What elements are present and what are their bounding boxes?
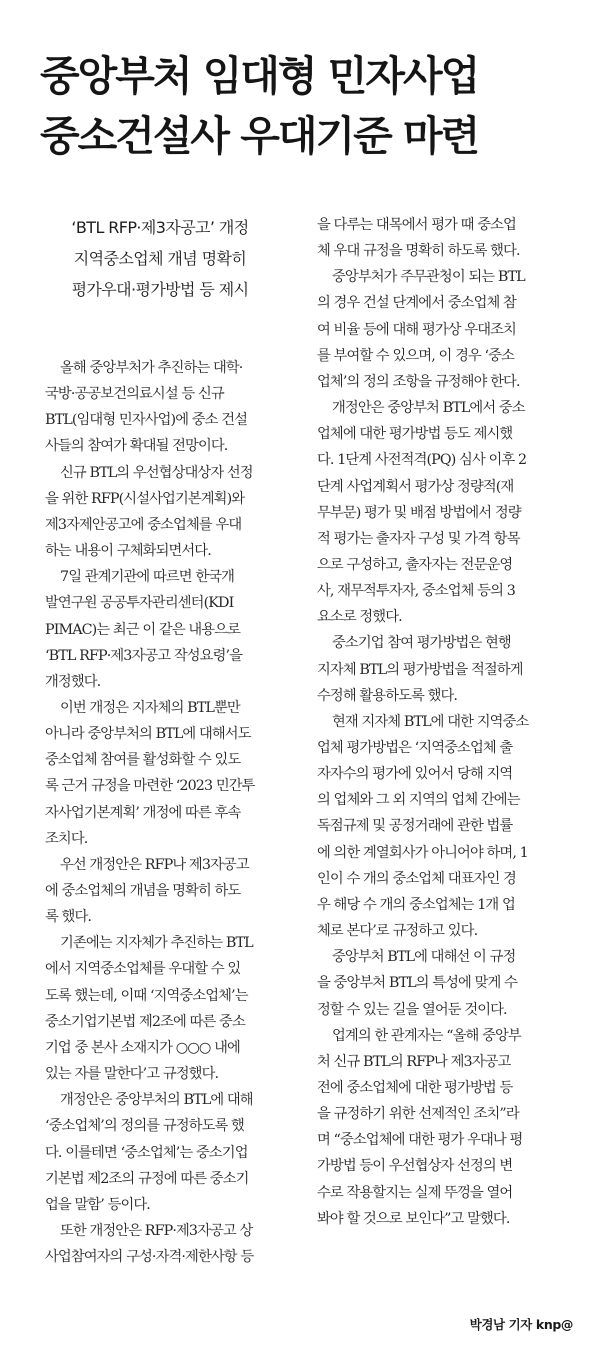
body-text-line: 개정했다. <box>45 673 101 690</box>
body-text-line: 개정안은 중앙부처의 BTL에 대해 <box>60 1092 253 1109</box>
body-text-line: 업을 말함’ 등이다. <box>45 1196 150 1213</box>
body-text-line: 제3자제안공고에 중소업체를 우대 <box>45 516 242 533</box>
body-text-line: 아니라 중앙부처의 BTL에 대해서도 <box>45 726 251 743</box>
body-text-line: 인이 수 개의 중소업체 대표자인 경 <box>317 870 516 887</box>
body-text-line: 가방법 등이 우선협상자 선정의 변 <box>317 1158 513 1175</box>
body-text-line: 체 우대 규정을 명확히 하도록 했다. <box>317 243 520 260</box>
body-text-line: 록 했다. <box>45 909 92 926</box>
body-text-line: 록 근거 규정을 마련한 ‘2023 민간투 <box>45 778 255 795</box>
body-text-line: 체로 본다’로 규정하고 있다. <box>317 923 478 939</box>
body-text-line: 처 신규 BTL의 RFP나 제3자공고 <box>317 1053 511 1070</box>
body-text-line: 우 해당 수 개의 중소업체는 1개 업 <box>317 896 515 913</box>
body-text-line: 에서 지역중소업체를 우대할 수 있 <box>45 961 241 978</box>
body-text-line: 이번 개정은 지자체의 BTL뿐만 <box>60 700 240 716</box>
body-text-line: 국방·공공보건의료시설 등 신규 <box>45 386 224 403</box>
body-text-line: 며 “중소업체에 대한 평가 우대나 평 <box>317 1132 523 1149</box>
body-text-line: 수로 작용할지는 실제 뚜껑을 열어 <box>317 1184 513 1201</box>
body-text-line: 적 평가는 출자자 구성 및 가격 항목 <box>317 530 520 547</box>
body-text-line: 중소기업 참여 평가방법은 현행 <box>332 635 511 652</box>
body-text-line: 중소업체 참여를 활성화할 수 있도 <box>45 752 241 769</box>
body-text-line: 수정해 활용하도록 했다. <box>317 687 458 704</box>
body-text-line: 발연구원 공공투자관리센터(KDI <box>45 595 234 612</box>
body-text-line: 자자수의 평가에 있어서 당해 지역 <box>317 766 513 783</box>
body-text-line: 을 다루는 대목에서 평가 때 중소업 <box>317 217 516 233</box>
body-text-line: 기존에는 지자체가 추진하는 BTL <box>60 935 253 952</box>
body-text-line: 정할 수 있는 길을 열어둔 것이다. <box>317 1001 507 1018</box>
body-text-line: 중앙부처 BTL에 대해선 이 규정 <box>332 949 516 966</box>
body-text-line: 을 중앙부처 BTL의 특성에 맞게 수 <box>317 975 517 992</box>
body-text-line: 기본법 제2조의 규정에 따른 중소기 <box>45 1170 249 1187</box>
body-text-line: 중소기업기본법 제2조에 따른 중소 <box>45 1013 245 1030</box>
body-text-line: 지자체 BTL의 평가방법을 적절하게 <box>317 661 523 678</box>
headline-line-2: 중소건설사 우대기준 마련 <box>40 112 479 160</box>
body-text-line: 사, 재무적투자자, 중소업체 등의 3 <box>317 583 515 600</box>
body-text-line: 업체에 대한 평가방법 등도 제시했 <box>317 426 513 443</box>
body-text-line: 을 위한 RFP(시설사업기본계획)와 <box>45 490 245 507</box>
body-text-line: 자사업기본계획’ 개정에 따른 후속 <box>45 804 241 821</box>
body-text-line: 현재 지자체 BTL에 대한 지역중소 <box>332 713 529 730</box>
body-text-line: 조치다. <box>45 830 88 847</box>
body-text-line: 사업참여자의 구성·자격·제한사항 등 <box>45 1249 254 1266</box>
byline: 박경남 기자 knp@ <box>469 1317 573 1332</box>
body-text-line: 요소로 정했다. <box>317 609 402 626</box>
body-text-line: 전에 중소업체에 대한 평가방법 등 <box>317 1079 513 1096</box>
body-text-line: 를 부여할 수 있으며, 이 경우 ‘중소 <box>317 347 514 364</box>
body-text-line: 으로 구성하고, 출자자는 전문운영 <box>317 557 513 573</box>
body-text-line: 단계 사업계획서 평가상 정량적(재 <box>317 478 514 495</box>
body-text-line: 무부문) 평가 및 배점 방법에서 정량 <box>317 504 521 521</box>
body-text-line: 올해 중앙부처가 추진하는 대학· <box>60 360 243 376</box>
body-text-line: 업체 평가방법은 ‘지역중소업체 출 <box>317 740 513 756</box>
body-text-line: 에 의한 계열회사가 아니어야 하며, 1 <box>317 844 528 861</box>
body-text-line: 중앙부처가 주무관청이 되는 BTL <box>332 269 525 286</box>
body-text-line: 또한 개정안은 RFP·제3자공고 상 <box>60 1222 253 1239</box>
body-text-line: 사들의 참여가 확대될 전망이다. <box>45 438 228 455</box>
subheadline-line: 평가우대·평가방법 등 제시 <box>71 280 249 299</box>
body-text-line: 개정안은 중앙부처 BTL에서 중소 <box>332 400 525 416</box>
body-text-line: ‘중소업체’의 정의를 규정하도록 했 <box>45 1118 244 1135</box>
body-text-line: 다. 이를테면 ‘중소업체’는 중소기업 <box>45 1144 248 1161</box>
body-text-line: 기업 중 본사 소재지가 ○○○ 내에 <box>45 1039 240 1056</box>
body-text-line: 에 중소업체의 개념을 명확히 하도 <box>45 883 241 899</box>
body-text-line: PIMAC)는 최근 이 같은 내용으로 <box>45 621 241 638</box>
body-text-line: 의 경우 건설 단계에서 중소업체 참 <box>317 295 516 312</box>
body-text-line: 있는 자를 말한다’고 규정했다. <box>45 1066 219 1082</box>
body-text-line: 의 업체와 그 외 지역의 업체 간에는 <box>317 792 520 809</box>
body-text-line: 하는 내용이 구체화되면서다. <box>45 543 211 559</box>
body-text-line: 독점규제 및 공정거래에 관한 법률 <box>317 818 513 835</box>
body-text-line: 다. 1단계 사전적격(PQ) 심사 이후 2 <box>317 452 527 469</box>
body-text-line: BTL(임대형 민자사업)에 중소 건설 <box>45 412 248 429</box>
body-text-line: 우선 개정안은 RFP나 제3자공고 <box>60 856 249 873</box>
subheadline-line: 지역중소업체 개념 명확히 <box>73 249 247 268</box>
body-text-line: 업체’의 정의 조항을 규정해야 한다. <box>317 373 520 390</box>
body-text-line: 봐야 할 것으로 보인다”고 말했다. <box>317 1210 510 1227</box>
body-text-line: ‘BTL RFP·제3자공고 작성요령’을 <box>45 647 243 664</box>
body-text-line: 여 비율 등에 대해 평가상 우대조치 <box>317 321 516 338</box>
headline-line-1: 중앙부처 임대형 민자사업 <box>40 52 479 100</box>
body-text-line: 신규 BTL의 우선협상대상자 선정 <box>60 464 253 481</box>
body-text-line: 업계의 한 관계자는 “올해 중앙부 <box>332 1027 521 1044</box>
body-text-line: 7일 관계기관에 따르면 한국개 <box>60 569 235 586</box>
subheadline-line: ‘BTL RFP·제3자공고’ 개정 <box>71 218 249 237</box>
body-text-line: 을 규정하기 위한 선제적인 조치”라 <box>317 1106 519 1123</box>
body-text-line: 도록 했는데, 이때 ‘지역중소업체’는 <box>45 987 248 1004</box>
subheadline <box>40 212 280 305</box>
